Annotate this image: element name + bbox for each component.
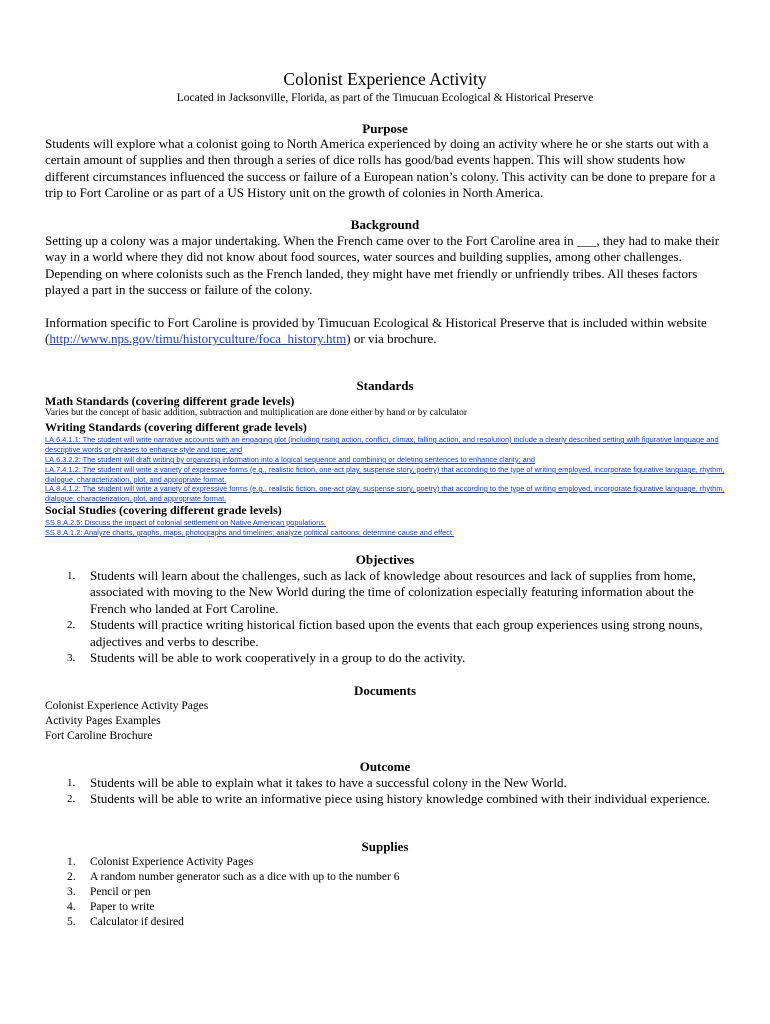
list-number: 3.: [67, 886, 76, 898]
social-studies-heading: Social Studies (covering different grade levels): [45, 503, 282, 517]
purpose-heading: Purpose: [362, 121, 408, 136]
list-item: [45, 791, 730, 807]
list-item: Activity Pages Examples: [45, 715, 161, 727]
info-text-before: Information specific to Fort Caroline is provided by Timucuan Ecological & Historical Preserve that is included within website (: [45, 315, 707, 347]
supply-text: Pencil or pen: [90, 886, 151, 898]
supply-text: Paper to write: [90, 901, 155, 913]
list-item: [45, 870, 730, 885]
documents-heading: Documents: [353, 683, 417, 698]
list-item: [45, 775, 730, 791]
supplies-heading: Supplies: [361, 839, 409, 854]
list-item: [45, 900, 730, 915]
info-text-after: ) or via brochure.: [346, 331, 437, 347]
writing-standard-item[interactable]: LA.6.3.2.2: The student will draft writing by organizing information into a logical sequence and combining or deleting sentences to enhance clarity; and: [45, 455, 535, 464]
list-item: [45, 885, 730, 900]
social-standard-item[interactable]: SS.8.A.1.2: Analyze charts, graphs, maps, photographs and timelines; analyze political cartoons; determine cause and effect.: [45, 528, 455, 537]
list-item: [45, 650, 730, 666]
outcome-text: Students will be able to explain what it takes to have a successful colony in the New World.: [90, 775, 567, 790]
objectives-heading: Objectives: [355, 552, 415, 567]
list-number: 1.: [67, 570, 76, 582]
document-subtitle: Located in Jacksonville, Florida, as part of the Timucuan Ecological & Historical Preserve: [176, 92, 594, 104]
list-number: 1.: [67, 856, 76, 868]
document-title: Colonist Experience Activity: [283, 69, 487, 89]
writing-standard-item[interactable]: LA.6.4.1.1: The student will write narrative accounts with an engaging plot (including rising action, conflict, climax, falling action, and resolution) include a clearly described setting with figurative language and descriptive words or phrases to enhance style and tone; and: [45, 435, 719, 454]
social-standard-item[interactable]: SS.8.A.2.5: Discuss the impact of colonial settlement on Native American populations.: [45, 518, 326, 527]
list-number: 3.: [67, 652, 76, 665]
objective-text: Students will practice writing historical fiction based upon the events that each group experiences using strong nouns, adjectives and verbs to describe.: [90, 617, 703, 649]
purpose-text: Students will explore what a colonist going to North America experienced by doing an activity where he or she starts out with a certain amount of supplies and then through a series of dice rolls has good/bad events happen. This will show students how different circumstances influenced the success or failure of a European nation’s colony. This activity can be done to prepare for a trip to Fort Caroline or as part of a US History unit on the growth of colonies in North America.: [45, 136, 716, 201]
supplies-list: [45, 855, 730, 930]
writing-standards-heading: Writing Standards (covering different grade levels): [45, 420, 307, 434]
objectives-list: [45, 568, 730, 666]
list-item: Colonist Experience Activity Pages: [45, 700, 209, 712]
list-number: 2.: [67, 619, 76, 632]
list-number: 2.: [67, 793, 76, 806]
list-number: 4.: [67, 901, 76, 913]
background-text: Setting up a colony was a major undertaking. When the French came over to the Fort Caroline area in ___, they had to make their way in a world where they did not know about food sources, water sources and building supplies, among other challenges. Depending on where colonists such as the French landed, they might have met friendly or unfriendly tribes. All theses factors played a part in the success or failure of the colony.: [45, 233, 720, 298]
supply-text: A random number generator such as a dice with up to the number 6: [90, 871, 400, 883]
list-number: 1.: [67, 777, 76, 789]
documents-list: [45, 699, 730, 744]
list-item: [45, 915, 730, 930]
background-info: [45, 315, 730, 348]
outcome-list: [45, 775, 730, 808]
history-link[interactable]: http://www.nps.gov/timu/historyculture/foca_history.htm: [49, 331, 347, 347]
list-item: [45, 855, 730, 870]
math-standards-heading: Math Standards (covering different grade levels): [45, 394, 295, 408]
objective-text: Students will be able to work cooperatively in a group to do the activity.: [90, 650, 466, 666]
list-number: 5.: [67, 916, 76, 928]
supply-text: Calculator if desired: [90, 916, 184, 928]
outcome-heading: Outcome: [359, 759, 411, 774]
writing-standard-item[interactable]: LA.7.4.1.2: The student will write a variety of expressive forms (e.g., realistic fiction, one-act play, suspense story, poetry) that according to the type of writing employed, incorporate figurative language, rhythm, dialogue, characterization, plot, and appropriate format.: [45, 465, 725, 484]
objective-text: Students will learn about the challenges, such as lack of knowledge about resources and lack of supplies from home, associated with moving to the New World during the time of colonization especially featuring information about the French who landed at Fort Caroline.: [90, 568, 696, 616]
background-heading: Background: [350, 217, 420, 232]
list-number: 2.: [67, 871, 76, 883]
supply-text: Colonist Experience Activity Pages: [90, 856, 254, 868]
list-item: Fort Caroline Brochure: [45, 730, 153, 742]
list-item: [45, 568, 730, 617]
standards-heading: Standards: [356, 378, 414, 393]
writing-standard-item[interactable]: LA.8.4.1.2: The student will write a variety of expressive forms (e.g., realistic fiction, one-act play, suspense story, poetry) that according to the type of writing employed, incorporate figurative language, rhythm, dialogue, characterization, plot, and appropriate format.: [45, 484, 725, 503]
outcome-text: Students will be able to write an informative piece using history knowledge combined with their individual experience.: [90, 791, 710, 807]
math-standards-note: Varies but the concept of basic addition, subtraction and multiplication are done either by hand or by calculator: [45, 408, 468, 418]
list-item: [45, 617, 730, 650]
